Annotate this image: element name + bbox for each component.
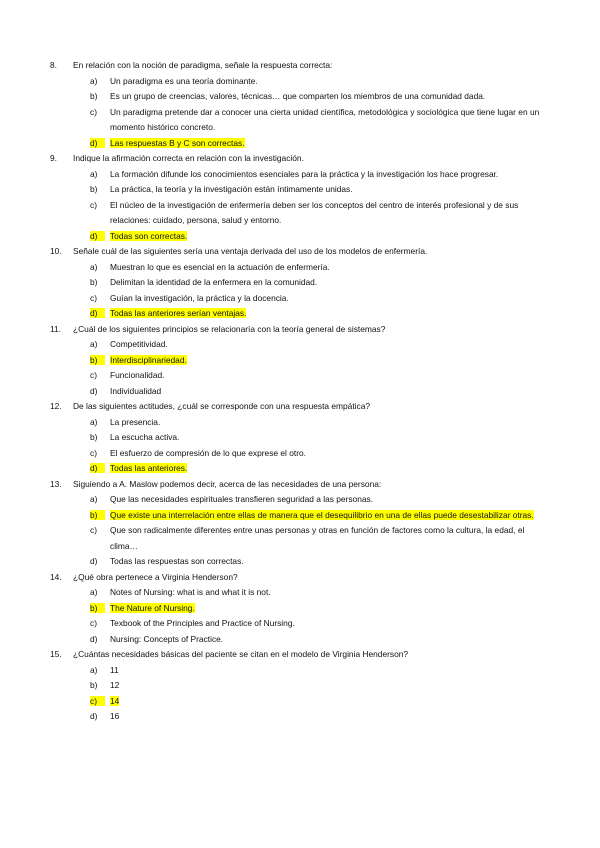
option-letter-cell: [90, 663, 110, 679]
option-letter-cell: [90, 105, 110, 136]
option-item-highlighted: [90, 353, 540, 369]
option-text: El esfuerzo de compresión de lo que exprese el otro.: [110, 447, 306, 458]
option-letter: b): [90, 355, 105, 365]
option-text-cell: [110, 678, 540, 694]
question-line: [50, 647, 540, 663]
question-item: [50, 151, 540, 244]
question-line: [50, 399, 540, 415]
question-item: [50, 570, 540, 648]
option-text: Guían la investigación, la práctica y la docencia.: [110, 292, 289, 303]
option-letter: d): [90, 711, 98, 721]
option-letter-cell: [90, 368, 110, 384]
option-text: Todas las anteriores.: [110, 463, 188, 473]
option-letter: d): [90, 385, 98, 396]
question-item: [50, 399, 540, 477]
option-text: 14: [110, 695, 120, 706]
option-text: La práctica, la teoría y la investigación están íntimamente unidas.: [110, 184, 353, 194]
option-text: 11: [110, 664, 119, 675]
question-line: [50, 322, 540, 338]
option-item-highlighted: [90, 508, 540, 524]
option-item: [90, 337, 540, 353]
option-letter: c): [90, 199, 97, 210]
option-letter-cell: [90, 136, 110, 152]
option-letter: a): [90, 168, 98, 179]
option-text-cell: [110, 337, 540, 353]
question-line: [50, 570, 540, 586]
option-letter: c): [90, 696, 105, 706]
question-number: 14.: [50, 571, 62, 582]
question-number: 10.: [50, 246, 62, 256]
question-item: [50, 647, 540, 725]
option-letter: a): [90, 587, 98, 597]
option-text-cell: [110, 709, 540, 725]
option-letter-cell: [90, 601, 110, 617]
option-letter-cell: [90, 275, 110, 291]
option-letter: c): [90, 525, 97, 535]
question-line: [50, 477, 540, 493]
option-letter-cell: [90, 260, 110, 276]
option-text: Funcionalidad.: [110, 370, 165, 380]
option-letter-cell: [90, 182, 110, 198]
option-letter: c): [90, 618, 97, 628]
option-letter-cell: [90, 384, 110, 400]
option-text-cell: [110, 306, 540, 322]
option-text: Individualidad: [110, 385, 162, 396]
option-letter-cell: [90, 74, 110, 90]
option-item: [90, 632, 540, 648]
option-item: [90, 616, 540, 632]
option-text: Muestran lo que es esencial en la actuación de enfermería.: [110, 261, 330, 272]
option-text: Todas las respuestas son correctas.: [110, 556, 244, 566]
question-text: ¿Cuál de los siguientes principios se relacionaría con la teoría general de sistemas?: [73, 323, 386, 334]
option-text: 16: [110, 711, 120, 721]
question-number: 13.: [50, 478, 62, 489]
option-letter: b): [90, 680, 98, 690]
option-item: [90, 198, 540, 229]
option-text: 12: [110, 680, 120, 690]
option-item: [90, 74, 540, 90]
option-text: La escucha activa.: [110, 432, 180, 442]
option-item-highlighted: [90, 601, 540, 617]
question-item: [50, 58, 540, 151]
option-letter: c): [90, 447, 97, 458]
option-text-cell: [110, 275, 540, 291]
option-text-cell: [110, 415, 540, 431]
option-item: [90, 523, 540, 554]
option-letter-cell: [90, 306, 110, 322]
option-text: Delimitan la identidad de la enfermera en la comunidad.: [110, 277, 318, 287]
option-letter: a): [90, 494, 98, 504]
option-text: El núcleo de la investigación de enfermería deben ser los conceptos del centro de interés profesional y de sus relaciones: cuidado, persona, salud y entorno.: [110, 199, 519, 225]
option-item-highlighted: [90, 694, 540, 710]
option-text-cell: [110, 353, 540, 369]
question-line: [50, 58, 540, 74]
option-item: [90, 554, 540, 570]
question-text: ¿Cuántas necesidades básicas del paciente se citan en el modelo de Virginia Henderson?: [73, 649, 409, 659]
option-letter: c): [90, 292, 97, 303]
option-text-cell: [110, 291, 540, 307]
question-number: 12.: [50, 401, 62, 411]
option-text-cell: [110, 229, 540, 245]
option-text-cell: [110, 74, 540, 90]
option-text: Que existe una interrelación entre ellas de manera que el desequilibrio en una de ellas puede desestabilizar otras.: [110, 509, 534, 520]
option-text: La presencia.: [110, 416, 161, 427]
question-text: Indique la afirmación correcta en relación con la investigación.: [73, 153, 304, 163]
option-text: Todas las anteriores serían ventajas.: [110, 308, 247, 318]
option-letter-cell: [90, 446, 110, 462]
option-letter-cell: [90, 694, 110, 710]
option-text-cell: [110, 523, 540, 554]
option-letter-cell: [90, 585, 110, 601]
option-text-cell: [110, 89, 540, 105]
option-letter: b): [90, 277, 98, 287]
option-text-cell: [110, 430, 540, 446]
option-text-cell: [110, 446, 540, 462]
option-item: [90, 89, 540, 105]
option-text-cell: [110, 136, 540, 152]
question-item: [50, 322, 540, 400]
option-text: Interdisciplinariedad.: [110, 354, 187, 365]
option-letter-cell: [90, 353, 110, 369]
option-text-cell: [110, 105, 540, 136]
option-item: [90, 260, 540, 276]
question-number: 15.: [50, 649, 62, 659]
option-letter-cell: [90, 709, 110, 725]
option-text: Texbook of the Principles and Practice of Nursing.: [110, 618, 295, 628]
option-item: [90, 709, 540, 725]
option-text-cell: [110, 554, 540, 570]
option-letter: d): [90, 308, 105, 318]
question-number: 8.: [50, 60, 57, 70]
question-line: [50, 151, 540, 167]
option-letter: d): [90, 138, 105, 148]
question-text: De las siguientes actitudes, ¿cuál se corresponde con una respuesta empática?: [73, 401, 371, 411]
option-item: [90, 415, 540, 431]
option-letter-cell: [90, 291, 110, 307]
option-text-cell: [110, 694, 540, 710]
option-item-highlighted: [90, 306, 540, 322]
option-item: [90, 585, 540, 601]
option-letter-cell: [90, 430, 110, 446]
option-letter-cell: [90, 415, 110, 431]
option-item: [90, 430, 540, 446]
option-letter: a): [90, 75, 98, 86]
option-text-cell: [110, 368, 540, 384]
option-item: [90, 384, 540, 400]
option-letter: b): [90, 510, 105, 520]
option-text-cell: [110, 601, 540, 617]
option-letter: d): [90, 463, 105, 473]
option-text: Nursing: Concepts of Practice.: [110, 633, 224, 644]
question-text: Señale cuál de las siguientes sería una ventaja derivada del uso de los modelos de enfermería.: [73, 246, 428, 256]
option-letter: a): [90, 664, 98, 675]
option-text: Competitividad.: [110, 339, 168, 349]
question-line: [50, 244, 540, 260]
option-text-cell: [110, 616, 540, 632]
option-text-cell: [110, 198, 540, 229]
option-text: Es un grupo de creencias, valores, técnicas… que comparten los miembros de una comunidad dada.: [110, 91, 486, 101]
option-letter-cell: [90, 554, 110, 570]
option-letter: a): [90, 261, 98, 272]
question-text: ¿Qué obra pertenece a Virginia Henderson?: [73, 571, 238, 582]
option-letter: c): [90, 106, 97, 117]
option-item: [90, 678, 540, 694]
question-list: [50, 58, 540, 725]
option-letter-cell: [90, 167, 110, 183]
option-item-highlighted: [90, 136, 540, 152]
option-letter-cell: [90, 198, 110, 229]
option-letter: d): [90, 556, 98, 566]
question-text: En relación con la noción de paradigma, señale la respuesta correcta:: [73, 60, 333, 70]
option-letter: b): [90, 603, 105, 613]
option-letter: c): [90, 370, 97, 380]
option-text: Notes of Nursing: what is and what it is not.: [110, 587, 271, 597]
option-text: Que son radicalmente diferentes entre unas personas y otras en función de factores como la cultura, la edad, el clima…: [110, 525, 525, 551]
option-text: Un paradigma pretende dar a conocer una cierta unidad científica, metodológica y sociológica que tiene lugar en un momento histórico concreto.: [110, 106, 540, 132]
option-item: [90, 291, 540, 307]
option-text: La formación difunde los conocimientos esenciales para la práctica y la investigación los hace progresar.: [110, 168, 499, 179]
option-item: [90, 492, 540, 508]
option-item: [90, 105, 540, 136]
option-item: [90, 182, 540, 198]
option-item-highlighted: [90, 461, 540, 477]
option-letter: d): [90, 633, 98, 644]
option-text: Que las necesidades espirituales transfieren seguridad a las personas.: [110, 494, 374, 504]
option-letter: b): [90, 432, 98, 442]
option-item: [90, 275, 540, 291]
option-text-cell: [110, 260, 540, 276]
option-text-cell: [110, 461, 540, 477]
option-letter: a): [90, 416, 98, 427]
option-item: [90, 663, 540, 679]
option-item: [90, 167, 540, 183]
option-letter-cell: [90, 632, 110, 648]
option-letter-cell: [90, 229, 110, 245]
option-letter-cell: [90, 461, 110, 477]
option-item-highlighted: [90, 229, 540, 245]
question-item: [50, 244, 540, 322]
option-text: Las respuestas B y C son correctas.: [110, 137, 245, 148]
question-text: Siguiendo a A. Maslow podemos decir, acerca de las necesidades de una persona:: [73, 478, 382, 489]
option-letter: b): [90, 91, 98, 101]
option-text: Un paradigma es una teoría dominante.: [110, 75, 258, 86]
option-letter: d): [90, 231, 105, 241]
option-letter-cell: [90, 508, 110, 524]
option-text-cell: [110, 384, 540, 400]
option-letter: b): [90, 184, 98, 194]
option-letter-cell: [90, 678, 110, 694]
option-text-cell: [110, 508, 540, 524]
option-letter: a): [90, 339, 98, 349]
option-text: The Nature of Nursing.: [110, 602, 195, 613]
option-item: [90, 446, 540, 462]
question-number: 9.: [50, 153, 57, 163]
option-text-cell: [110, 492, 540, 508]
option-letter-cell: [90, 616, 110, 632]
option-text-cell: [110, 663, 540, 679]
option-item: [90, 368, 540, 384]
option-letter-cell: [90, 337, 110, 353]
option-text-cell: [110, 585, 540, 601]
option-letter-cell: [90, 492, 110, 508]
question-item: [50, 477, 540, 570]
option-letter-cell: [90, 89, 110, 105]
option-text-cell: [110, 182, 540, 198]
question-number: 11.: [50, 323, 62, 334]
option-text-cell: [110, 632, 540, 648]
option-text-cell: [110, 167, 540, 183]
option-letter-cell: [90, 523, 110, 554]
option-text: Todas son correctas.: [110, 230, 188, 241]
